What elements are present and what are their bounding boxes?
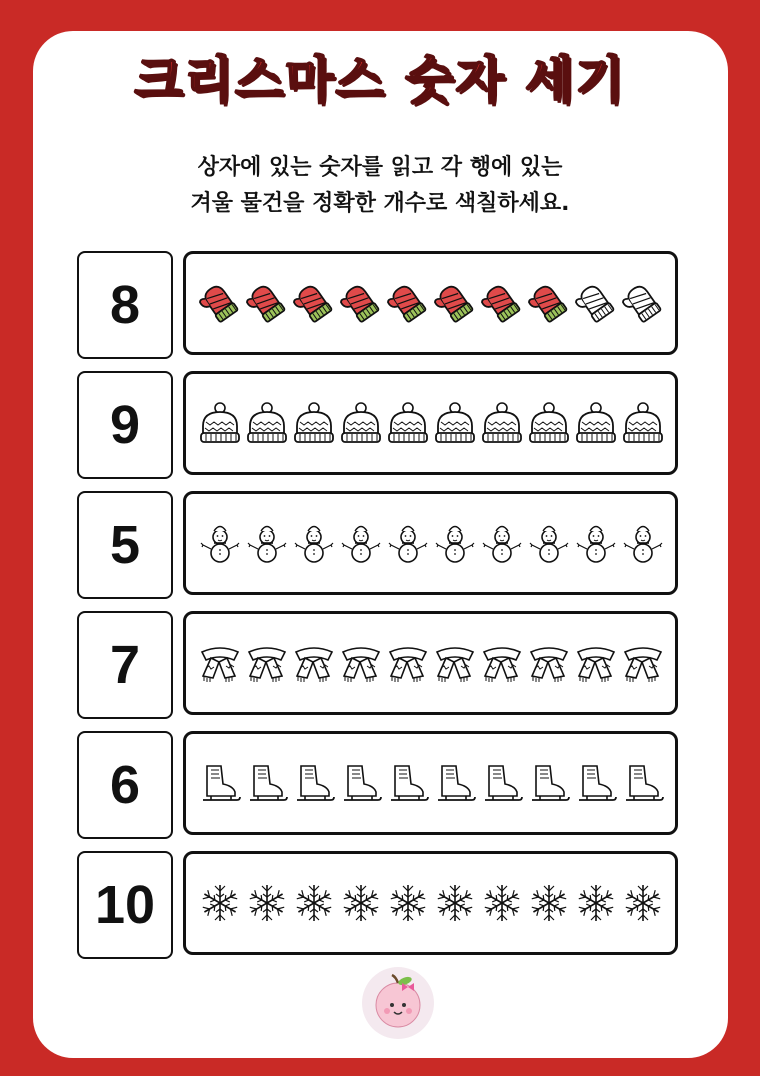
item-box[interactable] <box>183 491 678 595</box>
ice-skate-icon[interactable] <box>196 759 243 807</box>
snowman-icon[interactable] <box>196 519 243 567</box>
snowman-icon[interactable] <box>290 519 337 567</box>
number-box: 6 <box>77 731 173 839</box>
snowflake-icon[interactable] <box>337 879 384 927</box>
mitten-icon[interactable] <box>619 279 666 327</box>
beanie-hat-icon[interactable] <box>196 399 243 447</box>
mitten-icon[interactable] <box>384 279 431 327</box>
mitten-icon[interactable] <box>196 279 243 327</box>
snowflake-icon[interactable] <box>572 879 619 927</box>
mitten-icon[interactable] <box>525 279 572 327</box>
scarf-icon[interactable] <box>384 639 431 687</box>
worksheet-title: 크리스마스 숫자 세기 <box>134 51 626 109</box>
ice-skate-icon[interactable] <box>290 759 337 807</box>
counting-row-3 <box>77 491 685 599</box>
beanie-hat-icon[interactable] <box>290 399 337 447</box>
scarf-icon[interactable] <box>478 639 525 687</box>
ice-skate-icon[interactable] <box>384 759 431 807</box>
snowman-icon[interactable] <box>525 519 572 567</box>
scarf-icon[interactable] <box>243 639 290 687</box>
ice-skate-icon[interactable] <box>431 759 478 807</box>
mitten-icon[interactable] <box>290 279 337 327</box>
ice-skate-icon[interactable] <box>619 759 666 807</box>
snowflake-icon[interactable] <box>619 879 666 927</box>
beanie-hat-icon[interactable] <box>384 399 431 447</box>
snowman-icon[interactable] <box>431 519 478 567</box>
peach-mascot-icon <box>362 967 434 1039</box>
scarf-icon[interactable] <box>525 639 572 687</box>
snowman-icon[interactable] <box>572 519 619 567</box>
instruction-line-1: 상자에 있는 숫자를 읽고 각 행에 있는 <box>197 155 563 180</box>
ice-skate-icon[interactable] <box>337 759 384 807</box>
item-box[interactable] <box>183 251 678 355</box>
mitten-icon[interactable] <box>572 279 619 327</box>
scarf-icon[interactable] <box>619 639 666 687</box>
beanie-hat-icon[interactable] <box>572 399 619 447</box>
number-box: 9 <box>77 371 173 479</box>
counting-row-2 <box>77 371 685 479</box>
item-box[interactable] <box>183 731 678 835</box>
snowman-icon[interactable] <box>384 519 431 567</box>
item-box[interactable] <box>183 611 678 715</box>
snowflake-icon[interactable] <box>525 879 572 927</box>
beanie-hat-icon[interactable] <box>243 399 290 447</box>
snowman-icon[interactable] <box>478 519 525 567</box>
number-box: 7 <box>77 611 173 719</box>
scarf-icon[interactable] <box>572 639 619 687</box>
snowflake-icon[interactable] <box>384 879 431 927</box>
snowflake-icon[interactable] <box>431 879 478 927</box>
scarf-icon[interactable] <box>290 639 337 687</box>
number-box: 8 <box>77 251 173 359</box>
beanie-hat-icon[interactable] <box>478 399 525 447</box>
item-box[interactable] <box>183 371 678 475</box>
mitten-icon[interactable] <box>431 279 478 327</box>
item-box[interactable] <box>183 851 678 955</box>
scarf-icon[interactable] <box>196 639 243 687</box>
snowflake-icon[interactable] <box>478 879 525 927</box>
beanie-hat-icon[interactable] <box>619 399 666 447</box>
snowman-icon[interactable] <box>337 519 384 567</box>
counting-row-4 <box>77 611 685 719</box>
mitten-icon[interactable] <box>337 279 384 327</box>
mitten-icon[interactable] <box>478 279 525 327</box>
counting-row-5 <box>77 731 685 839</box>
ice-skate-icon[interactable] <box>478 759 525 807</box>
number-box: 5 <box>77 491 173 599</box>
number-box: 10 <box>77 851 173 959</box>
counting-row-6 <box>77 851 685 959</box>
instructions <box>0 150 760 222</box>
instruction-line-2: 겨울 물건을 정확한 개수로 색칠하세요. <box>190 191 570 216</box>
scarf-icon[interactable] <box>337 639 384 687</box>
ice-skate-icon[interactable] <box>243 759 290 807</box>
counting-row-1 <box>77 251 685 359</box>
ice-skate-icon[interactable] <box>525 759 572 807</box>
beanie-hat-icon[interactable] <box>431 399 478 447</box>
beanie-hat-icon[interactable] <box>337 399 384 447</box>
snowflake-icon[interactable] <box>243 879 290 927</box>
mitten-icon[interactable] <box>243 279 290 327</box>
snowman-icon[interactable] <box>619 519 666 567</box>
scarf-icon[interactable] <box>431 639 478 687</box>
beanie-hat-icon[interactable] <box>525 399 572 447</box>
snowflake-icon[interactable] <box>290 879 337 927</box>
snowflake-icon[interactable] <box>196 879 243 927</box>
snowman-icon[interactable] <box>243 519 290 567</box>
ice-skate-icon[interactable] <box>572 759 619 807</box>
